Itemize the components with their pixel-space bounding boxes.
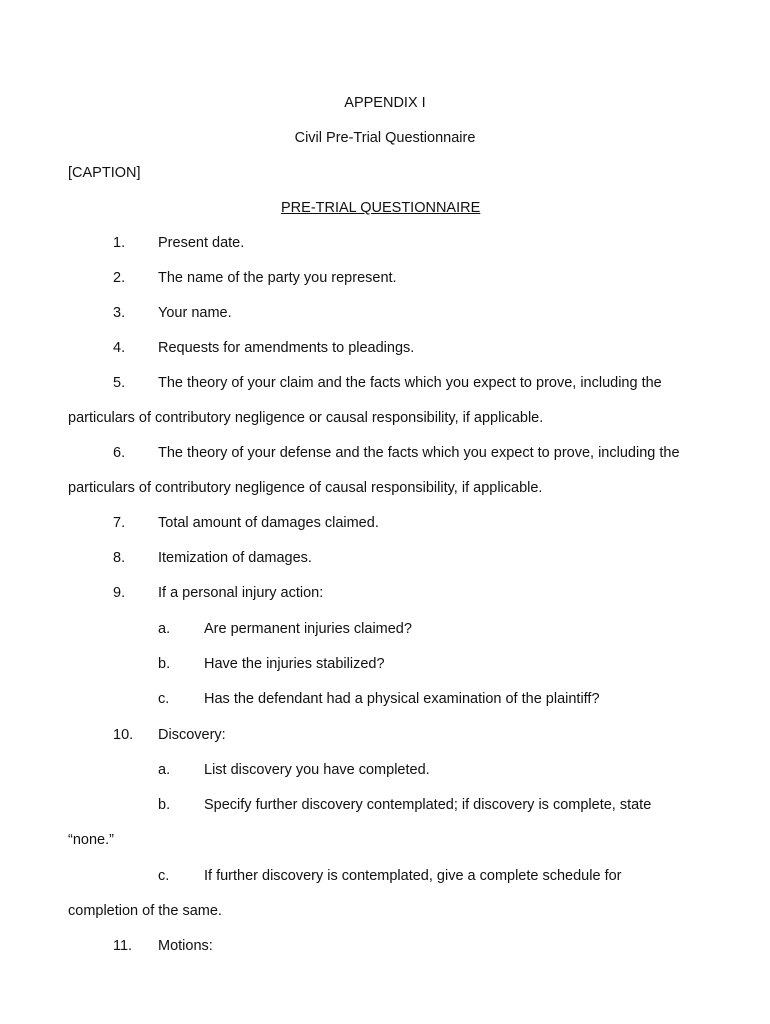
item-number: 5. [113, 375, 126, 391]
subitem-text-continuation: completion of the same. [68, 903, 222, 919]
item-text: If a personal injury action: [158, 585, 324, 601]
item-number: 7. [113, 515, 126, 531]
subitem-letter: b. [158, 797, 171, 813]
subitem-text: Has the defendant had a physical examination of the plaintiff? [204, 691, 600, 707]
item-text: The theory of your claim and the facts which you expect to prove, including the [158, 375, 662, 391]
item-text: Requests for amendments to pleadings. [158, 340, 415, 356]
section-heading-text: PRE-TRIAL QUESTIONNAIRE [281, 200, 481, 216]
item-number: 4. [113, 340, 126, 356]
section-heading [281, 199, 480, 217]
subitem-letter: a. [158, 762, 171, 778]
item-text: Your name. [158, 305, 232, 321]
subitem-text: Specify further discovery contemplated; if discovery is complete, state [204, 797, 652, 813]
item-text-continuation: particulars of contributory negligence or causal responsibility, if applicable. [68, 410, 544, 426]
appendix-title: APPENDIX I [344, 95, 426, 111]
subitem-text: If further discovery is contemplated, give a complete schedule for [204, 868, 622, 884]
item-text: Total amount of damages claimed. [158, 515, 379, 531]
item-text: Motions: [158, 938, 213, 954]
item-text: The theory of your defense and the facts which you expect to prove, including the [158, 445, 680, 461]
subitem-letter: b. [158, 656, 171, 672]
item-number: 9. [113, 585, 126, 601]
item-number: 2. [113, 270, 126, 286]
subitem-text: Have the injuries stabilized? [204, 656, 385, 672]
item-number: 3. [113, 305, 126, 321]
subitem-text: List discovery you have completed. [204, 762, 430, 778]
subitem-letter: a. [158, 621, 171, 637]
subitem-text: Are permanent injuries claimed? [204, 621, 412, 637]
item-text: Itemization of damages. [158, 550, 312, 566]
caption-placeholder: [CAPTION] [68, 165, 141, 181]
item-number: 1. [113, 235, 126, 251]
subitem-letter: c. [158, 868, 170, 884]
item-number: 6. [113, 445, 126, 461]
item-text-continuation: particulars of contributory negligence of causal responsibility, if applicable. [68, 480, 543, 496]
item-text: Discovery: [158, 727, 226, 743]
item-number: 10. [113, 727, 134, 743]
item-text: The name of the party you represent. [158, 270, 397, 286]
item-number: 11. [113, 938, 133, 954]
subitem-text-continuation: “none.” [68, 832, 114, 848]
subitem-letter: c. [158, 691, 170, 707]
item-text: Present date. [158, 235, 245, 251]
item-number: 8. [113, 550, 126, 566]
document-subtitle: Civil Pre-Trial Questionnaire [294, 130, 476, 146]
